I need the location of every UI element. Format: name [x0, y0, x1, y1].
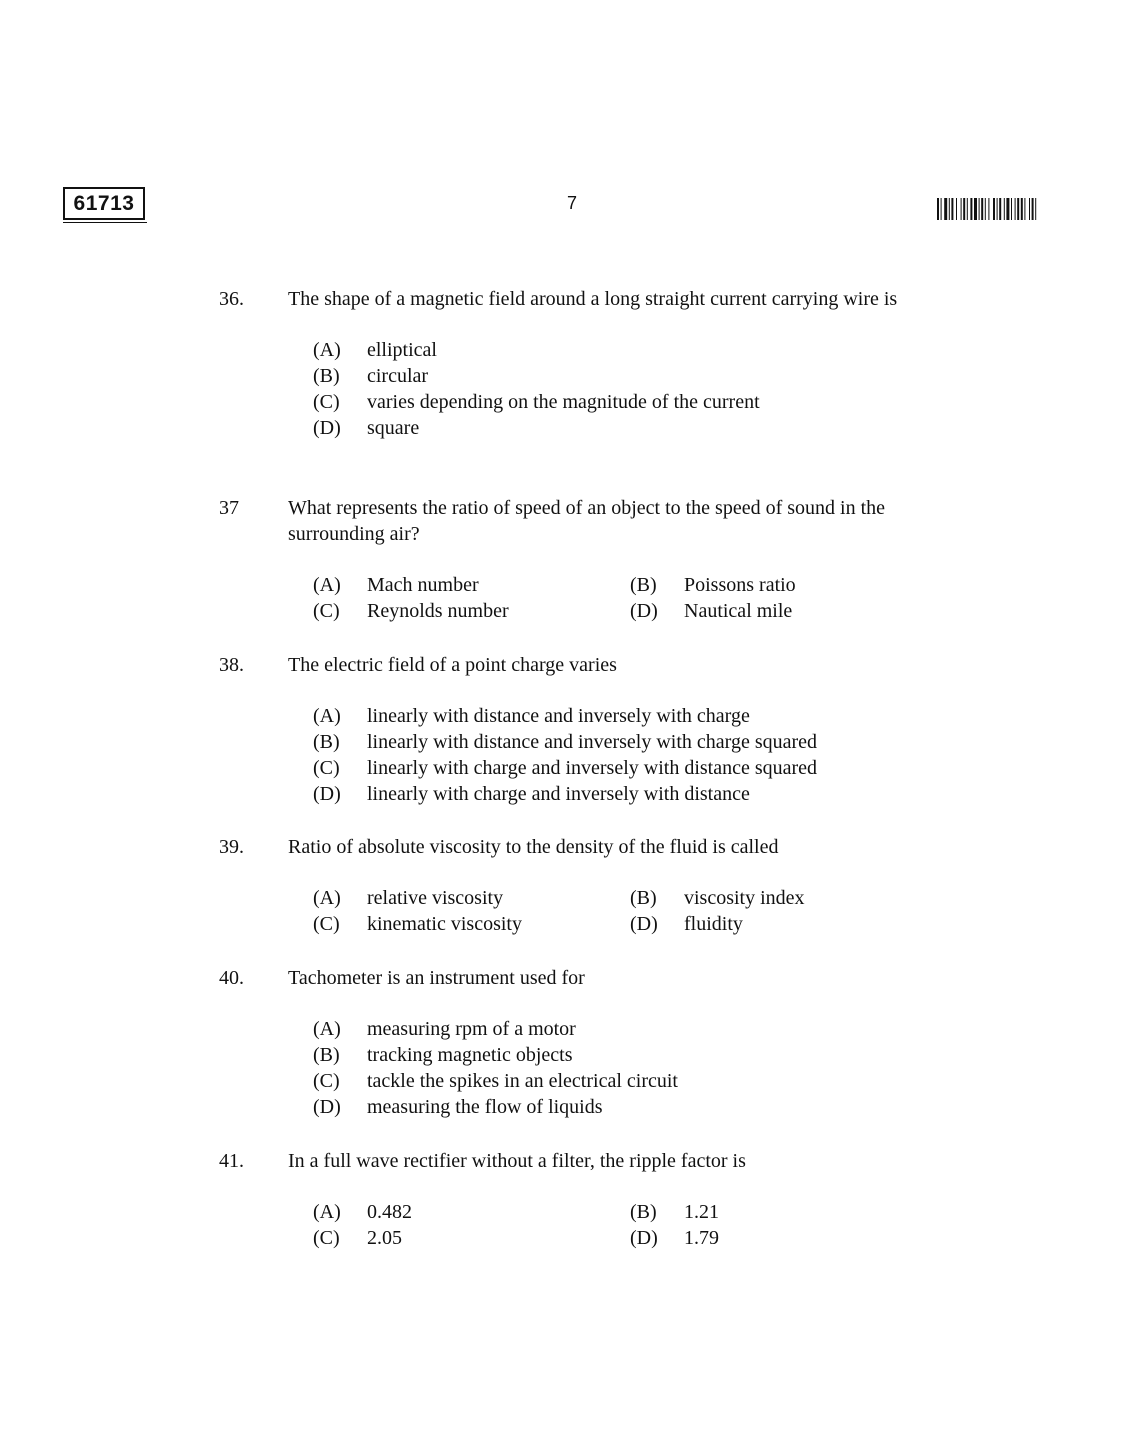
option-letter: (C) [313, 391, 340, 413]
barcode-bar [985, 198, 986, 220]
question-number: 41. [219, 1150, 244, 1172]
option-c [313, 389, 959, 415]
option-letter: (C) [313, 1070, 340, 1092]
options-list [313, 337, 959, 441]
option-c [313, 911, 630, 937]
question-number: 38. [219, 654, 244, 676]
option-letter: (A) [313, 574, 341, 596]
option-letter: (A) [313, 339, 341, 361]
barcode-bar [967, 198, 968, 220]
option-letter: (A) [313, 1201, 341, 1223]
barcode-bar [944, 198, 947, 220]
option-letter: (A) [313, 887, 341, 909]
option-letter: (D) [313, 417, 341, 439]
option-text: fluidity [684, 913, 743, 935]
barcode-bar [937, 198, 939, 220]
question-39 [219, 834, 959, 937]
option-text: measuring rpm of a motor [367, 1018, 576, 1040]
option-d [313, 1094, 959, 1120]
option-letter: (B) [313, 365, 340, 387]
option-text: Nautical mile [684, 600, 793, 622]
options-list [313, 703, 959, 807]
option-b [630, 1199, 930, 1225]
barcode-bar [951, 198, 953, 220]
barcode-bar [997, 198, 998, 220]
option-text: elliptical [367, 339, 437, 361]
question-text: The shape of a magnetic field around a long straight current carrying wire is [288, 288, 898, 310]
option-b [313, 1042, 959, 1068]
option-letter: (D) [630, 1227, 658, 1249]
question-41 [219, 1148, 959, 1251]
option-d [630, 598, 930, 624]
option-text: Mach number [367, 574, 479, 596]
question-37 [219, 495, 959, 624]
barcode-bar [1004, 198, 1005, 220]
barcode-bar [941, 198, 942, 220]
option-letter: (C) [313, 757, 340, 779]
option-a [313, 885, 630, 911]
barcode-bar [1021, 198, 1023, 220]
option-letter: (D) [313, 783, 341, 805]
option-a [313, 1199, 630, 1225]
barcode-bar [970, 198, 972, 220]
barcode-bar [949, 198, 950, 220]
question-text: Tachometer is an instrument used for [288, 967, 585, 989]
question-text: In a full wave rectifier without a filter, the ripple factor is [288, 1150, 746, 1172]
question-text: The electric field of a point charge varies [288, 654, 617, 676]
option-text: linearly with charge and inversely with distance [367, 783, 750, 805]
barcode-bar [1011, 198, 1012, 220]
option-c [313, 755, 959, 781]
barcode-bar [1029, 198, 1030, 220]
option-letter: (D) [630, 913, 658, 935]
barcode-bar [1032, 198, 1034, 220]
barcode-bar [963, 198, 965, 220]
options-grid [313, 1199, 959, 1251]
option-text: Poissons ratio [684, 574, 796, 596]
option-text: tracking magnetic objects [367, 1044, 573, 1066]
barcode-bar [988, 198, 989, 220]
option-text: varies depending on the magnitude of the current [367, 391, 760, 413]
option-letter: (B) [630, 1201, 657, 1223]
option-text: 2.05 [367, 1227, 402, 1249]
option-b [313, 363, 959, 389]
option-letter: (A) [313, 1018, 341, 1040]
option-text: square [367, 417, 420, 439]
option-letter: (B) [313, 1044, 340, 1066]
option-c [313, 1068, 959, 1094]
option-letter: (D) [630, 600, 658, 622]
question-number: 39. [219, 836, 244, 858]
option-text: 1.79 [684, 1227, 719, 1249]
option-text: circular [367, 365, 429, 387]
barcode-bar [993, 198, 995, 220]
option-letter: (D) [313, 1096, 341, 1118]
question-text: What represents the ratio of speed of an object to the speed of sound in the surrounding air? [288, 497, 886, 545]
question-number: 37 [219, 497, 239, 519]
option-letter: (C) [313, 1227, 340, 1249]
barcode-bar [981, 198, 983, 220]
barcode [937, 198, 1077, 220]
option-c [313, 1225, 630, 1251]
option-d [313, 781, 959, 807]
question-38 [219, 652, 959, 807]
option-text: relative viscosity [367, 887, 504, 909]
barcode-bar [999, 198, 1001, 220]
option-letter: (B) [630, 574, 657, 596]
barcode-bar [956, 198, 957, 220]
option-a [313, 703, 959, 729]
page-number: 7 [566, 193, 577, 213]
option-text: kinematic viscosity [367, 913, 522, 935]
barcode-bar [1035, 198, 1036, 220]
barcode-bar [979, 198, 980, 220]
question-36 [219, 286, 959, 441]
option-text: 0.482 [367, 1201, 412, 1223]
option-a [313, 337, 959, 363]
option-d [630, 1225, 930, 1251]
question-number: 36. [219, 288, 244, 310]
paper-code: 61713 [73, 192, 135, 215]
option-b [630, 885, 930, 911]
question-text: Ratio of absolute viscosity to the density of the fluid is called [288, 836, 779, 858]
option-c [313, 598, 630, 624]
option-a [313, 572, 630, 598]
option-letter: (B) [630, 887, 657, 909]
option-letter: (B) [313, 731, 340, 753]
option-text: measuring the flow of liquids [367, 1096, 603, 1118]
option-letter: (A) [313, 705, 341, 727]
option-d [313, 415, 959, 441]
options-grid [313, 572, 959, 624]
barcode-bar [974, 198, 977, 220]
barcode-bar [1017, 198, 1019, 220]
options-list [313, 1016, 959, 1120]
option-letter: (C) [313, 600, 340, 622]
question-40 [219, 965, 959, 1120]
barcode-bar [1024, 198, 1025, 220]
options-grid [313, 885, 959, 937]
option-text: Reynolds number [367, 600, 509, 622]
question-number: 40. [219, 967, 244, 989]
paper-code-box [63, 187, 145, 220]
option-b [313, 729, 959, 755]
option-b [630, 572, 930, 598]
option-d [630, 911, 930, 937]
barcode-bar [961, 198, 962, 220]
barcode-bar [1006, 198, 1009, 220]
barcode-bar [1015, 198, 1016, 220]
option-a [313, 1016, 959, 1042]
option-text: viscosity index [684, 887, 805, 909]
option-text: 1.21 [684, 1201, 719, 1223]
option-text: linearly with charge and inversely with distance squared [367, 757, 818, 779]
option-text: tackle the spikes in an electrical circuit [367, 1070, 678, 1092]
option-text: linearly with distance and inversely with charge squared [367, 731, 818, 753]
option-letter: (C) [313, 913, 340, 935]
option-text: linearly with distance and inversely with charge [367, 705, 750, 727]
